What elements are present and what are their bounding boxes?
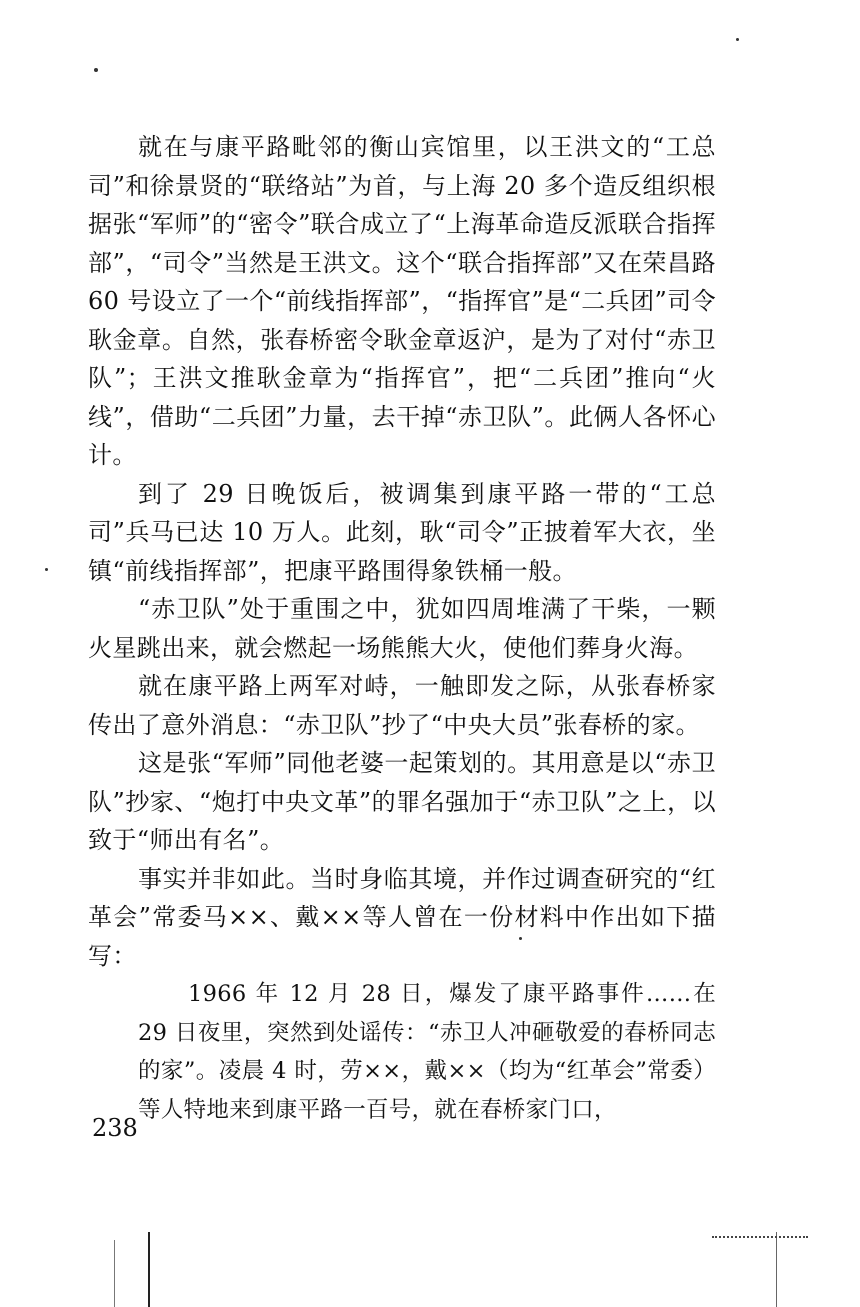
binding-edge-line [776, 1232, 777, 1307]
page-number: 238 [92, 1114, 138, 1142]
paragraph-3: “赤卫队”处于重围之中，犹如四周堆满了干柴，一颗火星跳出来，就会燃起一场熊熊大火，使他们葬身火海。 [88, 595, 716, 662]
scan-speck [45, 568, 48, 571]
scan-speck [519, 937, 522, 940]
quoted-passage: 1966 年 12 月 28 日，爆发了康平路事件……在 29 日夜里，突然到处谣传：“赤卫人冲砸敬爱的春桥同志的家”。凌晨 4 时，劳××，戴××（均为“红革会”常委）等人特地来到康平路一百号，就在春桥家门口， [138, 981, 716, 1123]
paragraph-2: 到了 29 日晚饭后，被调集到康平路一带的“工总司”兵马已达 10 万人。此刻，耿“司令”正披着军大衣，坐镇“前线指挥部”，把康平路围得象铁桶一般。 [88, 479, 716, 585]
binding-edge-line [148, 1232, 150, 1307]
scan-speck [736, 38, 739, 41]
paragraph-6: 事实并非如此。当时身临其境，并作过调查研究的“红革会”常委马××、戴××等人曾在一份材料中作出如下描写： [88, 864, 716, 970]
body-text [88, 128, 716, 1129]
paragraph-5: 这是张“军师”同他老婆一起策划的。其用意是以“赤卫队”抄家、“炮打中央文革”的罪名强加于“赤卫队”之上，以致于“师出有名”。 [88, 749, 716, 854]
paragraph-1: 就在与康平路毗邻的衡山宾馆里，以王洪文的“工总司”和徐景贤的“联络站”为首，与上海 20 多个造反组织根据张“军师”的“密令”联合成立了“上海革命造反派联合指挥部”，“司令”当然是王洪文。这个“联合指挥部”又在荣昌路 60 号设立了一个“前线指挥部”，“指挥官”是“二兵团”司令耿金章。自然，张春桥密令耿金章返沪，是为了对付“赤卫队”；王洪文推耿金章为“指挥官”，把“二兵团”推向“火线”，借助“二兵团”力量，去干掉“赤卫队”。此俩人各怀心计。 [88, 133, 716, 469]
binding-edge-line [114, 1240, 115, 1307]
paragraph-4: 就在康平路上两军对峙，一触即发之际，从张春桥家传出了意外消息：“赤卫队”抄了“中央大员”张春桥的家。 [88, 672, 716, 739]
scan-speck [94, 68, 98, 72]
scan-dash [712, 1236, 808, 1239]
